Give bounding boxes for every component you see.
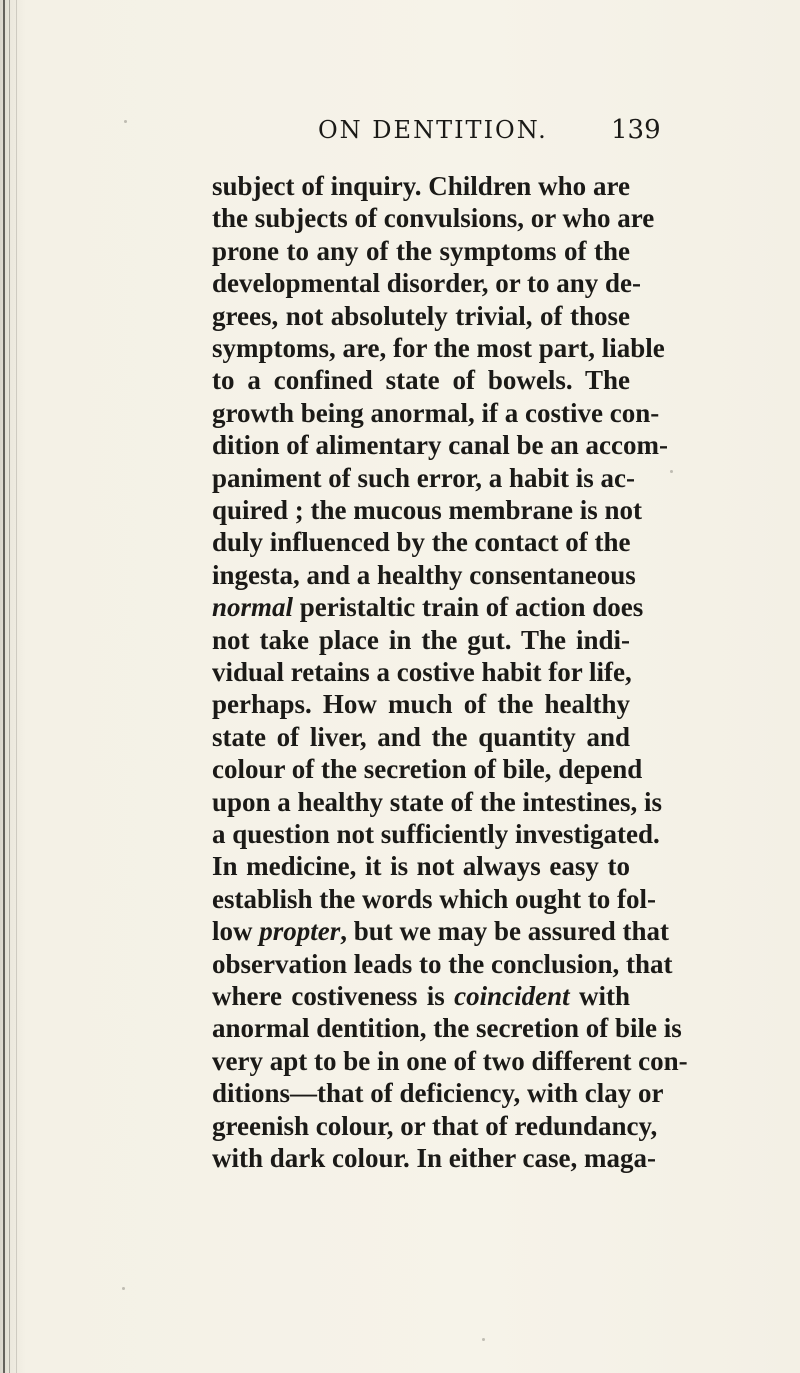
text-segment: colour of the secretion of bile, depend: [212, 754, 643, 785]
text-segment: establish the words which ought to fol-: [212, 883, 657, 914]
italic-term: coincident: [454, 981, 570, 1011]
text-line: [212, 526, 630, 558]
text-line: [212, 915, 670, 947]
text-line: [212, 624, 630, 656]
text-segment: a question not sufficiently investigated.: [212, 819, 660, 849]
text-segment: anormal dentition, the secretion of bile is: [212, 1013, 682, 1044]
text-line: [212, 300, 630, 332]
text-line: [212, 591, 644, 623]
paper-speck: [124, 120, 127, 123]
text-segment: very apt to be in one of two different con-: [212, 1045, 688, 1076]
text-line: [212, 267, 641, 299]
text-segment: perhaps. How much of the healthy: [212, 689, 630, 720]
binding-shadow: [9, 0, 10, 1373]
binding-shadow-faint: [16, 0, 17, 1373]
text-line: [212, 656, 630, 688]
text-segment: symptoms, are, for the most part, liable: [212, 333, 665, 363]
paper-speck: [482, 1338, 485, 1341]
text-segment: subject of inquiry. Children who are: [212, 171, 630, 201]
text-segment: paniment of such error, a habit is ac-: [212, 462, 636, 493]
text-segment: greenish colour, or that of redundancy,: [212, 1110, 658, 1141]
text-segment: dition of alimentary canal be an accom-: [212, 430, 668, 461]
text-segment: the subjects of convulsions, or who are: [212, 203, 655, 234]
running-head: [0, 110, 800, 150]
paper-speck: [670, 470, 673, 473]
text-segment: quired ; the mucous membrane is not: [212, 495, 643, 525]
text-line: [212, 1110, 658, 1142]
page-number: 139: [611, 115, 661, 145]
text-segment: In medicine, it is not always easy to: [212, 851, 630, 882]
text-segment: peristaltic train of action does: [293, 592, 644, 623]
text-segment: low: [212, 916, 260, 947]
text-line: [212, 364, 630, 396]
text-segment: , but we may be assured that: [340, 916, 670, 947]
text-line: [212, 786, 663, 818]
text-line: [212, 235, 630, 267]
text-segment: with: [569, 981, 630, 1011]
text-segment: observation leads to the conclusion, that: [212, 948, 673, 979]
text-segment: with dark colour. In either case, maga-: [212, 1143, 656, 1173]
text-line: [212, 1045, 688, 1077]
text-line: [212, 462, 636, 494]
text-segment: state of liver, and the quantity and: [212, 721, 630, 752]
text-line: [212, 980, 630, 1012]
text-line: [212, 850, 630, 882]
text-line: [212, 559, 636, 591]
text-segment: growth being anormal, if a costive con-: [212, 397, 660, 428]
text-segment: duly influenced by the contact of the: [212, 527, 631, 558]
text-segment: where costiveness is: [212, 981, 455, 1011]
italic-term: propter: [259, 916, 341, 947]
text-line: [212, 429, 668, 461]
text-line: [212, 1012, 682, 1044]
text-segment: prone to any of the symptoms of the: [212, 235, 630, 266]
text-line: [212, 948, 673, 980]
italic-term: normal: [212, 592, 294, 623]
text-segment: ingesta, and a healthy consentaneous: [212, 559, 636, 590]
text-segment: not take place in the gut. The indi-: [212, 624, 630, 655]
text-line: [212, 494, 643, 526]
text-segment: ditions—that of deficiency, with clay or: [212, 1078, 664, 1109]
text-line: [212, 753, 643, 785]
binding-edge: [3, 0, 5, 1373]
text-line: [212, 1142, 656, 1174]
paper-speck: [122, 1287, 125, 1290]
running-head-title: ON DENTITION.: [318, 116, 548, 144]
text-line: [212, 397, 660, 429]
text-line: [212, 332, 665, 364]
text-line: [212, 721, 630, 753]
text-line: [212, 1077, 664, 1109]
text-line: [212, 170, 630, 202]
text-line: [212, 688, 630, 720]
text-line: [212, 883, 657, 915]
text-segment: grees, not absolutely trivial, of those: [212, 300, 630, 331]
text-segment: to a confined state of bowels. The: [212, 365, 630, 396]
text-segment: upon a healthy state of the intestines, is: [212, 786, 663, 817]
text-line: [212, 818, 660, 850]
text-segment: developmental disorder, or to any de-: [212, 268, 641, 299]
text-line: [212, 202, 655, 234]
text-segment: vidual retains a costive habit for life,: [212, 657, 632, 687]
